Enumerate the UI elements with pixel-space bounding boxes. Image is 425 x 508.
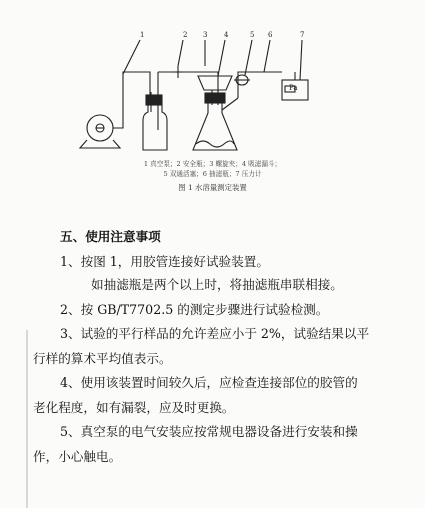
instruction-line-5-cont: 作，小心触电。: [33, 449, 122, 464]
instruction-line-4: 4、使用该装置时间较久后，应检查连接部位的胶管的: [60, 375, 358, 390]
two-way-stopcock-icon: [234, 75, 250, 85]
figure-legend-line-2: 5 双通活塞；6 抽滤瓶；7 压力计: [163, 170, 262, 178]
figure-legend-line-1: 1 真空泵；2 安全瓶；3 螺旋夹；4 吸滤漏斗；: [143, 160, 282, 168]
section-title: 五、使用注意事项: [60, 229, 161, 244]
instruction-line-3: 3、试验的平行样品的允许差应小于 2%，试验结果以平: [60, 326, 370, 341]
part-number-7: 7: [300, 31, 305, 39]
part-number-4: 4: [224, 31, 229, 39]
instruction-line-1: 1、按图 1，用胶管连接好试验装置。: [60, 254, 269, 269]
safety-bottle-icon: [143, 72, 167, 150]
instruction-line-2: 2、按 GB/T7702.5 的测定步骤进行试验检测。: [60, 302, 329, 317]
instruction-line-5: 5、真空泵的电气安装应按常规电器设备进行安装和操: [60, 424, 358, 439]
part-number-2: 2: [183, 31, 188, 39]
figure-caption: 图 1 水溶量测定装置: [178, 183, 247, 192]
part-number-5: 5: [250, 31, 255, 39]
part-number-3: 3: [203, 31, 208, 39]
scan-edge-shadow: [26, 330, 28, 508]
part-number-6: 6: [268, 31, 273, 39]
suction-flask-icon: [193, 93, 238, 150]
screw-clamp-icon: [174, 66, 182, 78]
instruction-line-4-cont: 老化程度，如有漏裂，应及时更换。: [33, 400, 235, 415]
instruction-line-1-note: 如抽滤瓶是两个以上时，将抽滤瓶串联相接。: [91, 277, 343, 292]
instruction-line-3-cont: 行样的算术平均值表示。: [33, 351, 172, 366]
vacuum-pump-icon: [80, 115, 120, 148]
gauge-unit-label: Pa: [289, 84, 298, 92]
part-number-1: 1: [140, 31, 145, 39]
